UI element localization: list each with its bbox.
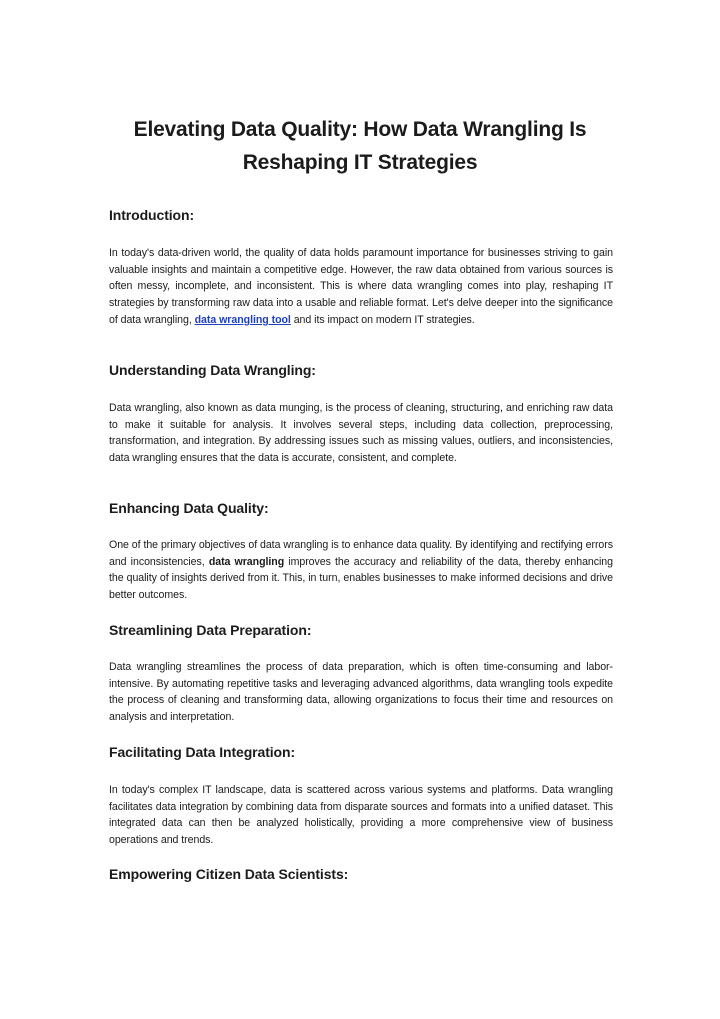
bold-term-data-wrangling: data wrangling <box>208 555 285 568</box>
intro-text-end: and its impact on modern IT strategies. <box>293 313 475 326</box>
paragraph-streamlining-data-preparation: Data wrangling streamlines the process of data preparation, which is often time-consuming and labor-intensive. By automating repetitive tasks and leveraging advanced algorithms, data wrangling tools expedite the process of cleaning and transforming data, allowing organizations to focus their time and resources on analysis and interpretation. <box>109 661 613 724</box>
enhancing-text: One of the primary objectives of data wrangling is to enhance data quality. By identifying and rectifying errors and inconsistencies, <box>109 539 613 568</box>
heading-streamlining-data-preparation: Streamlining Data Preparation: <box>109 622 312 638</box>
paragraph-understanding-data-wrangling: Data wrangling, also known as data munging, is the process of cleaning, structuring, and enriching raw data to make it suitable for analysis. It involves several steps, including data collection, preprocessing, transformation, and integration. By addressing issues such as missing values, outliers, and inconsistencies, data wrangling ensures that the data is accurate, consistent, and complete. <box>109 402 613 465</box>
intro-text: In today's data-driven world, the quality of data holds paramount importance for businesses striving to gain valuable insights and maintain a competitive edge. However, the raw data obtained from various sources is often messy, incomplete, and inconsistent. This is where data wrangling comes into play, reshaping IT strategies by transforming raw data into a usable and reliable format. Let's delve deeper into the significance of data wrangling, <box>109 247 613 326</box>
heading-introduction: Introduction: <box>109 207 195 223</box>
paragraph-introduction <box>109 245 613 329</box>
paragraph-enhancing-data-quality <box>109 537 613 604</box>
heading-empowering-citizen-data-scientists: Empowering Citizen Data Scientists: <box>109 866 349 882</box>
title-line-1: Elevating Data Quality: How Data Wrangling Is <box>133 118 587 141</box>
enhancing-text-end: improves the accuracy and reliability of the data, thereby enhancing the quality of insights derived from it. This, in turn, enables businesses to make informed decisions and drive better outcomes. <box>109 555 613 602</box>
data-wrangling-tool-link[interactable]: data wrangling tool <box>194 313 291 326</box>
paragraph-facilitating-data-integration: In today's complex IT landscape, data is scattered across various systems and platforms. Data wrangling facilitates data integration by combining data from disparate sources and formats into a unified dataset. This integrated data can then be analyzed holistically, providing a more comprehensive view of business operations and trends. <box>109 784 613 847</box>
heading-facilitating-data-integration: Facilitating Data Integration: <box>109 744 296 760</box>
document-title <box>60 113 660 179</box>
heading-enhancing-data-quality: Enhancing Data Quality: <box>109 500 269 516</box>
heading-understanding-data-wrangling: Understanding Data Wrangling: <box>109 362 316 378</box>
title-line-2: Reshaping IT Strategies <box>242 151 478 174</box>
